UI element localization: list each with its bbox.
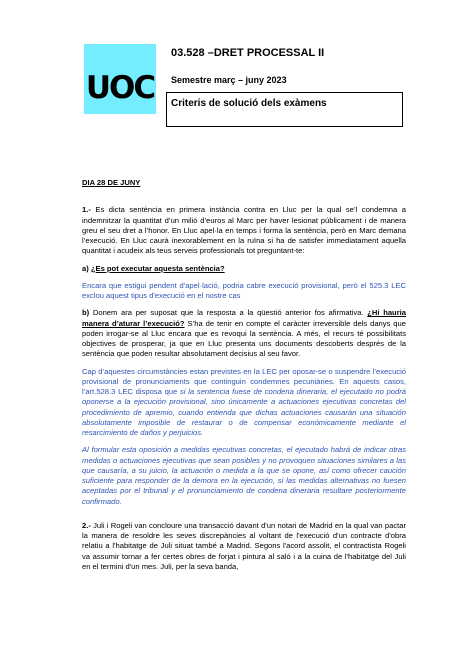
answer-1a: Encara que estigui pendent d'apel·lació, podria cabre execució provisional, però el 525.3 LEC exclou aquest tipus d'execució en el nostre cas (82, 280, 406, 300)
logo-text: UOC (85, 70, 155, 106)
question-1-statement (82, 205, 406, 256)
question-2-number: 2.- (82, 520, 91, 530)
answer-1b-quote: si la sentencia fuese de condena dineraria, el ejecutado no podrá oponerse a la ejecución provisional, sino únicamente a actuaciones ejecutivas concretas del procedimiento de apremio, cuando entienda que dichas actuaciones causarán una situación absolutamente imposible de restaurar o de compensar económicamente mediante el resarcimiento de daños y perjuicios. (82, 387, 407, 437)
criteria-box (166, 92, 403, 127)
semester-label: Semestre març – juny 2023 (171, 75, 287, 85)
answer-1b-part-2: Al formular esta oposición a medidas ejecutivas concretas, el ejecutado habrá de indicar otras medidas o actuaciones ejecutivas que sean posibles y no provoquen situaciones similares a las que causaría, a su juicio, la actuación o medida a la que se opone, así como ofrecer caución suficiente para responder de la demora en la ejecución, si las medidas alternativas no fuesen aceptadas por el tribunal y el pronunciamiento de condena dineraria resultare posteriormente confirmado. (82, 445, 406, 506)
question-1b (82, 308, 406, 359)
question-1-text: Es dicta sentència en primera instància contra en Lluc per la qual se’l condemna a indemnitzar la quantitat d’un milió d’euros al Marc per haver lesionat públicament i de manera greu el seu dret a l’honor. En Lluc apel·la en temps i forma la sentència, però en Marc demana l’execució. En Lluc caurà inexorablement en la ruïna si ha de satisfer immediatament aquella quantitat i acudeix als teus serveis professionals tot preguntant-te: (82, 205, 406, 256)
question-1b-intro: Donem ara per suposat que la resposta a la qüestió anterior fos afirmativa. (89, 308, 368, 318)
answer-1b-part-1 (82, 367, 406, 439)
question-1a-text: ¿Es pot executar aquesta sentència? (90, 263, 225, 273)
question-1a-label: a) (82, 263, 91, 273)
question-1b-label: b) (82, 308, 90, 318)
course-title: 03.528 –DRET PROCESSAL II (171, 47, 325, 59)
question-1b-rest: S’ha de tenir en compte el caràcter irreversible dels danys que poden irrogar-se al Lluc encara que es revoqui la sentència. A més, el recurs té possibilitats objectives de prosperar, ja que en Lluc presenta uns documents descoberts després de la sentència que poden resultar absolutament decisius al seu favor. (82, 318, 406, 359)
question-2-statement (82, 521, 406, 572)
exam-day-heading: DIA 28 DE JUNY (82, 178, 141, 187)
question-1b-question: ¿Hi hauria manera d’aturar l’execució? (82, 308, 406, 328)
question-1a (82, 264, 406, 274)
uoc-logo (84, 44, 156, 114)
question-1-number: 1.- (82, 205, 91, 215)
criteria-title: Criteris de solució dels exàmens (171, 98, 327, 109)
answer-1b-plain: Cap d’aquestes circumstàncies estan previstes en la LEC per oposar-se o suspendre l’execució provisional de pronunciaments que continguin condemnes pecuniàries. En aquests casos, l’art.528.3 LEC disposa que (82, 366, 406, 396)
question-2-text: Juli i Rogeli van concloure una transacció davant d'un notari de Madrid en la qual van pactar la manera de resoldre les seves discrepàncies al voltant de l'execució d'un contracte d'obra relatiu a l'habitatge de Juli situat també a Madrid. Segons l'acord assolit, el contractista Rogeli va assumir tornar a fer certes obres de forjat i pintura al saló i a la cuina de l'habitatge del Juli en el termini d'un mes. Juli, per la seva banda, (82, 520, 406, 571)
document-body (82, 178, 406, 579)
